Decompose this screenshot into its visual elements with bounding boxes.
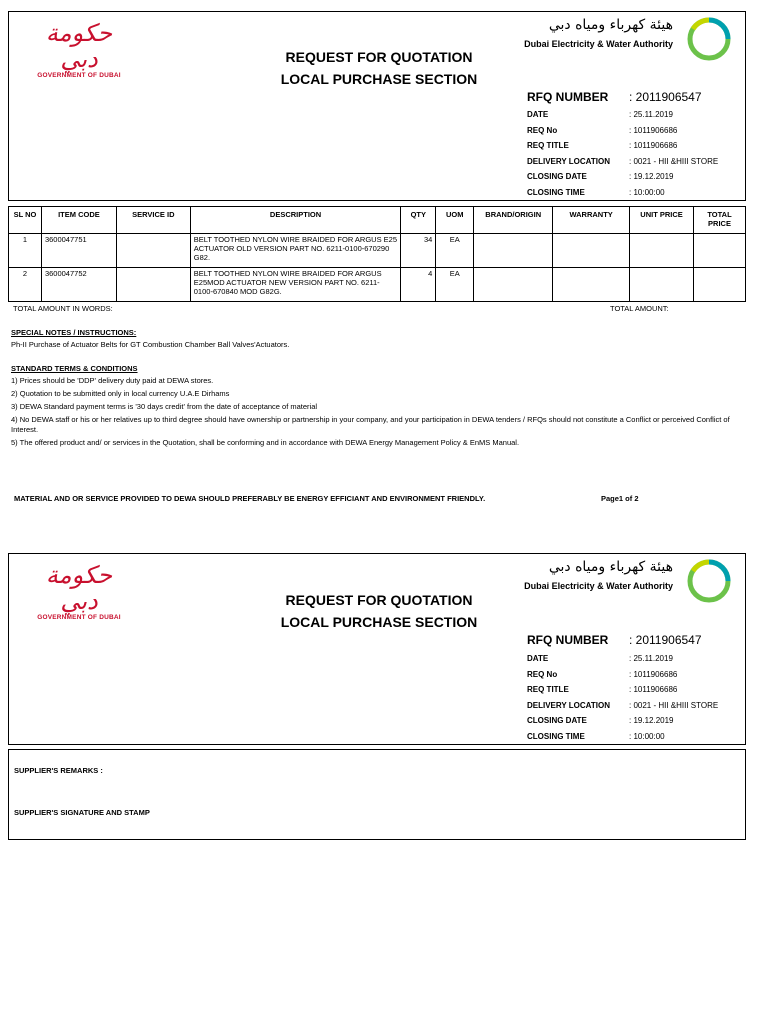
terms-list: [11, 374, 736, 449]
dewa-logo-arabic: هيئة كهرباء ومياه دبي: [548, 559, 673, 575]
rfq-field-value: : 0021 - HII &HIII STORE: [629, 156, 719, 166]
total-price-cell[interactable]: [694, 268, 746, 302]
page1-header: [8, 11, 746, 201]
warranty-cell[interactable]: [553, 234, 630, 268]
rfq-number-value: : 2011906547: [629, 633, 702, 647]
rfq-field-value: : 0021 - HII &HIII STORE: [629, 700, 719, 710]
term-item: 2) Quotation to be submitted only in local currency U.A.E Dirhams: [11, 389, 230, 398]
sl-no-cell: 2: [9, 268, 42, 302]
column-header: WARRANTY: [553, 207, 630, 234]
rfq-field-value: : 1011906686: [629, 685, 678, 694]
rfq-field-label: DATE: [527, 654, 549, 663]
items-table: [8, 206, 746, 302]
table-row: [9, 234, 746, 268]
qty-cell: 4: [401, 268, 436, 302]
column-header: UOM: [436, 207, 474, 234]
dewa-logo-text: Dubai Electricity & Water Authority: [524, 581, 673, 591]
total-amount-in-words-label: TOTAL AMOUNT IN WORDS:: [13, 304, 113, 313]
dewa-ring-icon: [685, 557, 733, 605]
rfq-field-label: CLOSING DATE: [527, 172, 587, 181]
total-price-cell[interactable]: [694, 234, 746, 268]
rfq-field-value: : 25.11.2019: [629, 110, 673, 119]
unit-price-cell[interactable]: [630, 234, 694, 268]
column-header: ITEM CODE: [41, 207, 116, 234]
rfq-number-value: : 2011906547: [629, 90, 702, 104]
special-notes-title: SPECIAL NOTES / INSTRUCTIONS:: [11, 328, 137, 337]
supplier-remarks-field[interactable]: [119, 760, 729, 780]
description-cell: BELT TOOTHED NYLON WIRE BRAIDED FOR ARGUS E25 ACTUATOR OLD VERSION PART NO. 6211-0100-670290 G82.: [190, 234, 401, 268]
service-id-cell: [116, 234, 190, 268]
rfq-field-label: REQ No: [527, 125, 558, 135]
rfq-field-value: : 10:00:00: [629, 731, 665, 741]
rfq-field-value: : 1011906686: [629, 669, 678, 679]
sl-no-cell: 1: [9, 234, 42, 268]
uom-cell: EA: [436, 268, 474, 302]
column-header: SL NO: [9, 207, 42, 234]
rfq-field-value: : 19.12.2019: [629, 716, 674, 725]
uom-cell: EA: [436, 234, 474, 268]
rfq-field-label: DELIVERY LOCATION: [527, 156, 610, 166]
rfq-field-label: DELIVERY LOCATION: [527, 700, 610, 710]
rfq-field-value: : 25.11.2019: [629, 654, 673, 663]
rfq-field-label: CLOSING DATE: [527, 716, 587, 725]
qty-cell: 34: [401, 234, 436, 268]
term-item: 1) Prices should be 'DDP' delivery duty paid at DEWA stores.: [11, 376, 214, 385]
supplier-remarks-label: SUPPLIER'S REMARKS :: [14, 766, 103, 775]
supplier-signature-field[interactable]: [179, 800, 729, 825]
column-header: BRAND/ORIGIN: [474, 207, 553, 234]
page-subtitle: LOCAL PURCHASE SECTION: [280, 71, 478, 87]
supplier-box: [8, 749, 746, 840]
item-code-cell: 3600047751: [41, 234, 116, 268]
item-code-cell: 3600047752: [41, 268, 116, 302]
dewa-ring-icon: [685, 15, 733, 63]
unit-price-cell[interactable]: [630, 268, 694, 302]
page-number: Page1 of 2: [601, 494, 639, 503]
page-subtitle: LOCAL PURCHASE SECTION: [280, 614, 478, 630]
total-amount-label: TOTAL AMOUNT:: [610, 304, 669, 313]
rfq-field-label: DATE: [527, 110, 549, 119]
special-notes-text: Ph-II Purchase of Actuator Belts for GT Combustion Chamber Ball Valves'Actuators.: [11, 340, 290, 349]
table-header-row: [9, 207, 746, 234]
gov-logo-arabic: حكومة دبي: [45, 561, 113, 615]
gov-logo-text: GOVERNMENT OF DUBAI: [37, 72, 121, 79]
column-header: TOTAL PRICE: [694, 207, 746, 234]
supplier-signature-label: SUPPLIER'S SIGNATURE AND STAMP: [14, 808, 150, 817]
rfq-field-label: CLOSING TIME: [527, 731, 585, 741]
description-cell: BELT TOOTHED NYLON WIRE BRAIDED FOR ARGUS E25MOD ACTUATOR NEW VERSION PART NO. 6211-0100-670840 MOD G82G.: [190, 268, 401, 302]
warranty-cell[interactable]: [553, 268, 630, 302]
dewa-logo-text: Dubai Electricity & Water Authority: [524, 39, 673, 49]
page-title: REQUEST FOR QUOTATION: [285, 49, 473, 65]
gov-logo-text: GOVERNMENT OF DUBAI: [37, 614, 121, 621]
rfq-field-label: REQ No: [527, 669, 558, 679]
rfq-field-value: : 10:00:00: [629, 187, 665, 197]
term-item: 4) No DEWA staff or his or her relatives up to third degree should have ownership or partnership in your company, and your participation in DEWA tenders / RFQs should not constitute a Conflict or perceived Conflict of Interest.: [11, 415, 730, 434]
page2-header: [8, 553, 746, 745]
rfq-field-label: REQ TITLE: [527, 141, 569, 150]
rfq-field-label: CLOSING TIME: [527, 187, 585, 197]
rfq-field-value: : 1011906686: [629, 125, 678, 135]
term-item: 5) The offered product and/ or services in the Quotation, shall be conforming and in accordance with DEWA Energy Management Policy & EnMS Manual.: [11, 438, 520, 447]
column-header: DESCRIPTION: [190, 207, 401, 234]
column-header: QTY: [401, 207, 436, 234]
brand-origin-cell[interactable]: [474, 268, 553, 302]
rfq-number-label: RFQ NUMBER: [527, 90, 609, 104]
brand-origin-cell[interactable]: [474, 234, 553, 268]
rfq-field-value: : 19.12.2019: [629, 172, 674, 181]
dewa-logo: [518, 15, 733, 65]
rfq-field-value: : 1011906686: [629, 141, 678, 150]
terms-title: STANDARD TERMS & CONDITIONS: [11, 364, 138, 373]
gov-logo-arabic: حكومة دبي: [45, 19, 113, 73]
dewa-logo-arabic: هيئة كهرباء ومياه دبي: [548, 17, 673, 33]
rfq-number-label: RFQ NUMBER: [527, 633, 609, 647]
rfq-field-label: REQ TITLE: [527, 685, 569, 694]
service-id-cell: [116, 268, 190, 302]
table-row: [9, 268, 746, 302]
column-header: UNIT PRICE: [630, 207, 694, 234]
energy-efficiency-note: MATERIAL AND OR SERVICE PROVIDED TO DEWA SHOULD PREFERABLY BE ENERGY EFFICIANT AND ENVIRONMENT FRIENDLY.: [14, 494, 486, 503]
page-title: REQUEST FOR QUOTATION: [285, 592, 473, 608]
dewa-logo: [518, 557, 733, 607]
term-item: 3) DEWA Standard payment terms is '30 days credit' from the date of acceptance of material: [11, 402, 318, 411]
column-header: SERVICE ID: [116, 207, 190, 234]
